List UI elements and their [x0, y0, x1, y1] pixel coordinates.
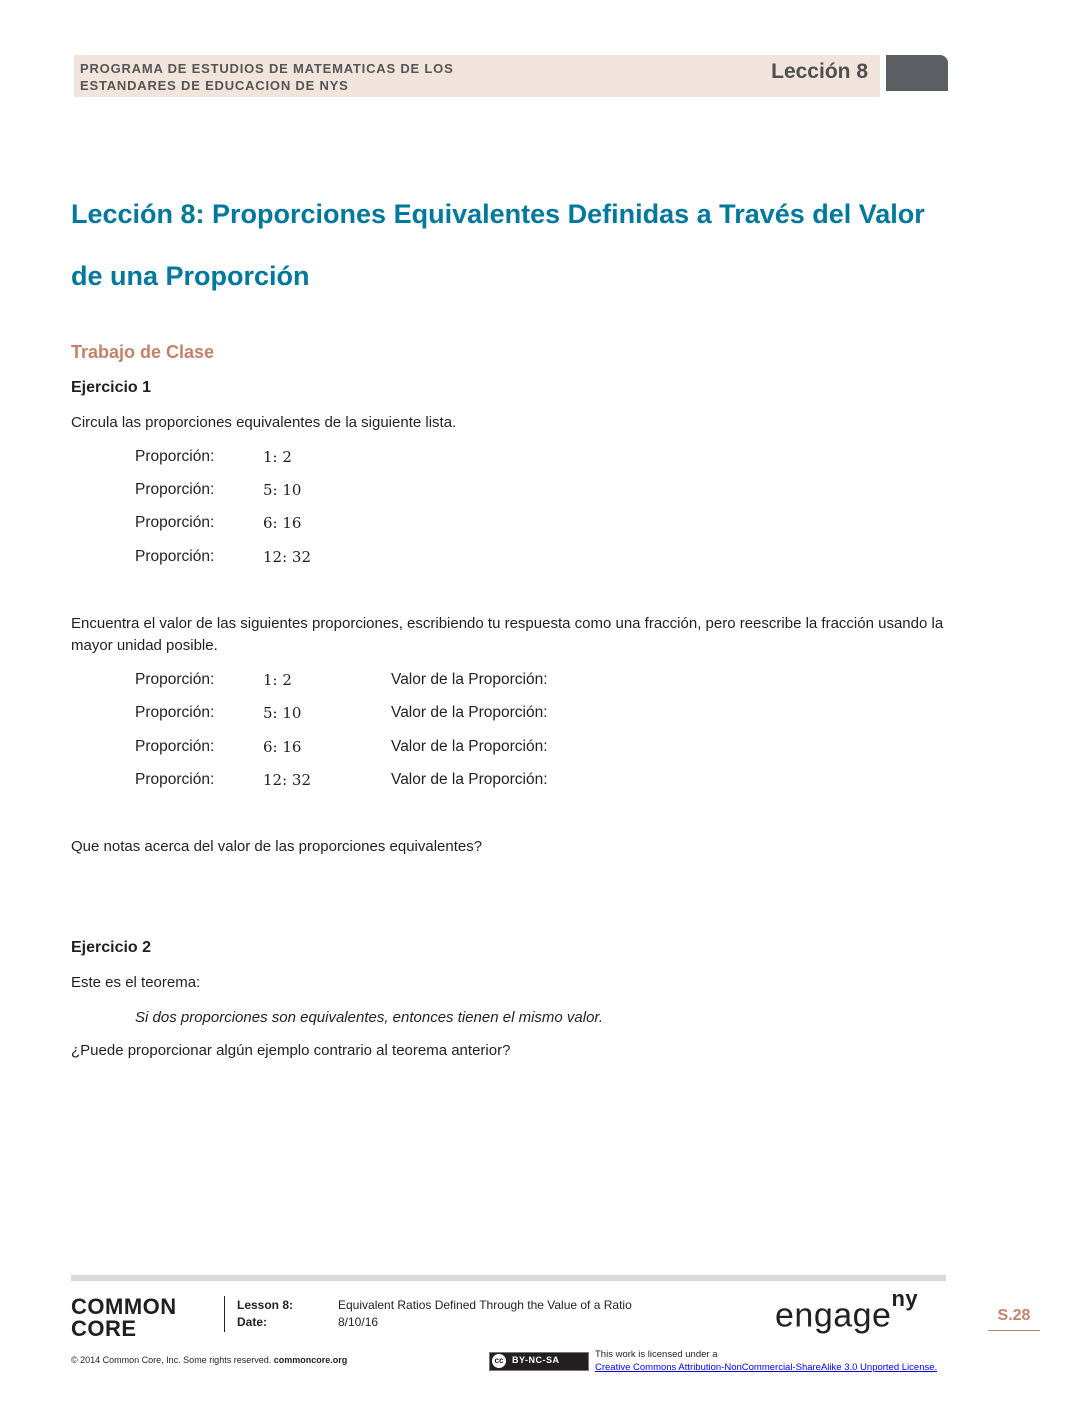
exercise1-instruction: Circula las proporciones equivalentes de la siguiente lista. — [71, 414, 457, 431]
ratio-value: 5: 10 — [263, 704, 302, 722]
exercise2-heading: Ejercicio 2 — [71, 939, 152, 956]
common-core-logo — [71, 1296, 177, 1340]
header-lesson: Lección 8 — [771, 60, 868, 83]
section-heading: Trabajo de Clase — [71, 342, 215, 362]
exercise1-question: Que notas acerca del valor de las proporciones equivalentes? — [71, 838, 483, 855]
footer-rule — [71, 1275, 946, 1281]
value-label: Valor de la Proporción: — [391, 704, 548, 721]
footer-lesson-key: Lesson 8: — [237, 1298, 294, 1312]
page-number-rule — [988, 1330, 1040, 1331]
exercise2-question: ¿Puede proporcionar algún ejemplo contrario al teorema anterior? — [71, 1042, 511, 1059]
engageny-logo — [775, 1286, 919, 1335]
ratio-label: Proporción: — [135, 548, 215, 565]
ratio-value: 12: 32 — [263, 771, 311, 789]
copyright — [71, 1355, 347, 1365]
program-title-line2: ESTANDARES DE EDUCACION DE NYS — [80, 78, 349, 93]
footer-lesson-value: Equivalent Ratios Defined Through the Value of a Ratio — [338, 1298, 632, 1312]
ratio-value: 1: 2 — [263, 671, 292, 689]
ratio-label: Proporción: — [135, 481, 215, 498]
exercise2-intro: Este es el teorema: — [71, 974, 201, 991]
license-link[interactable]: Creative Commons Attribution-NonCommercial-ShareAlike 3.0 Unported License. — [595, 1362, 938, 1373]
value-label: Valor de la Proporción: — [391, 771, 548, 788]
cc-license-badge[interactable] — [489, 1352, 589, 1371]
ratio-label: Proporción: — [135, 671, 215, 688]
ratio-label: Proporción: — [135, 448, 215, 465]
cc-badge-text: BY-NC-SA — [512, 1355, 560, 1365]
ratio-value: 12: 32 — [263, 548, 311, 566]
theorem-text: Si dos proporciones son equivalentes, entonces tienen el mismo valor. — [135, 1009, 604, 1026]
copyright-link[interactable]: commoncore.org — [273, 1355, 348, 1365]
header-tab — [886, 55, 948, 91]
footer-date-key: Date: — [237, 1315, 268, 1329]
ratio-value: 6: 16 — [263, 514, 302, 532]
footer-date-value: 8/10/16 — [338, 1315, 379, 1329]
logo-line2: CORE — [71, 1316, 137, 1341]
copyright-text: © 2014 Common Core, Inc. Some rights reserved. — [71, 1355, 274, 1365]
page-number: S.28 — [997, 1307, 1031, 1324]
exercise1-heading: Ejercicio 1 — [71, 379, 152, 396]
exercise1-instruction2: Encuentra el valor de las siguientes proporciones, escribiendo tu respuesta como una fracción, pero reescribe la fracción usando la mayor unidad posible. — [71, 615, 944, 654]
cc-icon: cc — [492, 1354, 506, 1368]
page-title — [71, 183, 971, 307]
engage-text: engage — [775, 1296, 892, 1335]
program-title-line1: PROGRAMA DE ESTUDIOS DE MATEMATICAS DE LOS — [80, 61, 454, 76]
program-title — [80, 60, 454, 94]
ratio-label: Proporción: — [135, 771, 215, 788]
page-title-line2: de una Proporción — [71, 261, 310, 291]
engage-ny: ny — [891, 1286, 919, 1311]
page-title-line1: Lección 8: Proporciones Equivalentes Definidas a Través del Valor — [71, 199, 925, 229]
ratio-value: 6: 16 — [263, 738, 302, 756]
license-text: This work is licensed under a — [595, 1349, 718, 1360]
ratio-label: Proporción: — [135, 704, 215, 721]
logo-line1: COMMON — [71, 1294, 177, 1319]
ratio-label: Proporción: — [135, 514, 215, 531]
ratio-value: 5: 10 — [263, 481, 302, 499]
ratio-label: Proporción: — [135, 738, 215, 755]
value-label: Valor de la Proporción: — [391, 738, 548, 755]
value-label: Valor de la Proporción: — [391, 671, 548, 688]
footer-divider — [224, 1296, 225, 1332]
ratio-value: 1: 2 — [263, 448, 292, 466]
